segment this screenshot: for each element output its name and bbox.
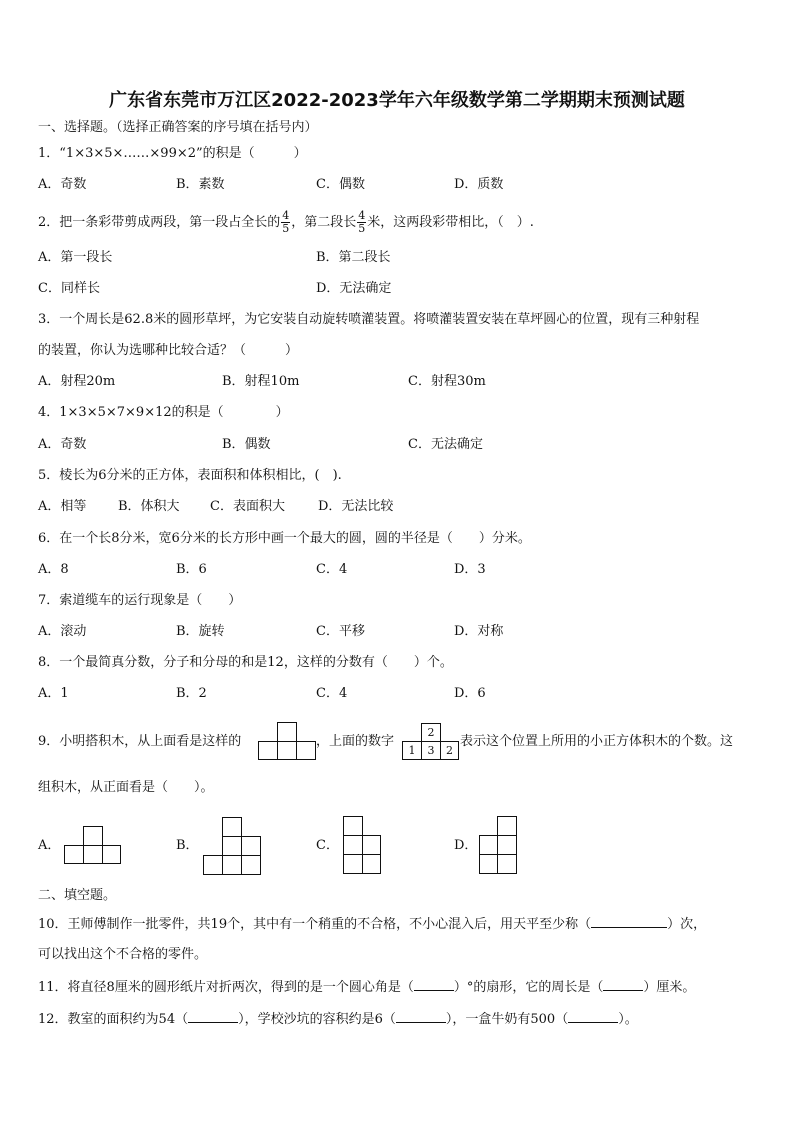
q8-option-d: D．6 xyxy=(454,686,486,701)
q1-option-b: B．素数 xyxy=(176,177,225,192)
q3-option-b: B．射程10m xyxy=(222,374,300,389)
q8-option-a: A．1 xyxy=(38,686,69,701)
question-8: 8．一个最简真分数，分子和分母的和是12，这样的分数有（ ）个。 xyxy=(38,655,453,670)
q1-option-a: A．奇数 xyxy=(38,177,87,192)
q2-text-part1: 2．把一条彩带剪成两段，第一段占全长的 xyxy=(38,215,281,230)
q1-option-d: D．质数 xyxy=(454,177,504,192)
q2-option-c: C．同样长 xyxy=(38,281,100,296)
q2-text-part2: ，第二段长 xyxy=(291,215,357,230)
q11-perimeter-blank[interactable] xyxy=(603,976,643,991)
q4-option-b: B．偶数 xyxy=(222,437,271,452)
question-5: 5．棱长为6分米的正方体，表面积和体积相比，( ). xyxy=(38,468,342,483)
question-2 xyxy=(38,210,534,235)
q6-option-c: C．4 xyxy=(316,562,348,577)
q9-number-cell: 2 xyxy=(421,723,441,742)
q9-option-a-figure xyxy=(64,826,121,864)
q7-option-b: B．旋转 xyxy=(176,624,225,639)
q6-option-b: B．6 xyxy=(176,562,207,577)
question-4: 4．1×3×5×7×9×12的积是（ ） xyxy=(38,405,289,420)
q2-text-part3: 米，这两段彩带相比，（ ）. xyxy=(367,215,534,230)
q2-fraction-2: $\frac{4}{5}$ xyxy=(358,209,366,235)
q8-option-b: B．2 xyxy=(176,686,207,701)
q3-option-a: A．射程20m xyxy=(38,374,116,389)
q9-text-line2: 组积木，从正面看是（ ）。 xyxy=(38,780,214,795)
question-1: 1．“1×3×5×……×99×2”的积是（ ） xyxy=(38,146,307,161)
q9-number-cell: 3 xyxy=(421,741,441,760)
q5-option-d: D．无法比较 xyxy=(318,499,394,514)
q6-option-d: D．3 xyxy=(454,562,486,577)
q9-text-part2: ，上面的数字 xyxy=(316,734,395,749)
q12-volume-unit-blank[interactable] xyxy=(396,1008,446,1023)
q2-fraction-1: $\frac{4}{5}$ xyxy=(282,209,290,235)
question-11: 11．将直径8厘米的圆形纸片对折两次，得到的是一个圆心角是（ ）°的扇形，它的周长是（ ）厘米。 xyxy=(38,976,695,998)
q1-option-c: C．偶数 xyxy=(316,177,365,192)
q9-top-view-figure xyxy=(258,722,316,760)
question-6: 6．在一个长8分米，宽6分米的长方形中画一个最大的圆，圆的半径是（ ）分米。 xyxy=(38,531,531,546)
q12-area-unit-blank[interactable] xyxy=(188,1008,238,1023)
q7-option-d: D．对称 xyxy=(454,624,504,639)
q3-option-c: C．射程30m xyxy=(408,374,486,389)
q7-option-a: A．滚动 xyxy=(38,624,87,639)
q5-option-c: C．表面积大 xyxy=(210,499,285,514)
q9-option-d-figure xyxy=(479,816,517,874)
q9-number-cell: 1 xyxy=(402,741,422,760)
section-heading-choice: 一、选择题。（选择正确答案的序号填在括号内） xyxy=(38,120,318,135)
q9-option-b-figure xyxy=(203,817,261,875)
q9-text-part3: 表示这个位置上所用的小正方体积木的个数。这 xyxy=(460,734,734,749)
q9-number-cell: 2 xyxy=(440,741,459,760)
question-10-line2: 可以找出这个不合格的零件。 xyxy=(38,947,208,962)
q9-option-d-label: D． xyxy=(454,838,478,853)
q2-option-b: B．第二段长 xyxy=(316,250,391,265)
question-3-line2: 的装置，你认为选哪种比较合适？（ ） xyxy=(38,343,299,358)
question-7: 7．索道缆车的运行现象是（ ） xyxy=(38,593,242,608)
q4-option-a: A．奇数 xyxy=(38,437,87,452)
question-3-line1: 3．一个周长是62.8米的圆形草坪，为它安装自动旋转喷灌装置。将喷灌装置安装在草坪圆心的位置，现有三种射程 xyxy=(38,312,700,327)
q9-option-c-figure xyxy=(343,816,381,874)
section-heading-fill: 二、填空题。 xyxy=(38,888,117,903)
q12-milk-unit-blank[interactable] xyxy=(568,1008,618,1023)
q9-number-grid xyxy=(402,723,459,760)
q2-option-a: A．第一段长 xyxy=(38,250,113,265)
q4-option-c: C．无法确定 xyxy=(408,437,483,452)
q9-option-c-label: C． xyxy=(316,838,339,853)
q11-angle-blank[interactable] xyxy=(414,976,454,991)
q2-option-d: D．无法确定 xyxy=(316,281,392,296)
q9-option-a-label: A． xyxy=(38,838,61,853)
q7-option-c: C．平移 xyxy=(316,624,365,639)
q10-answer-blank[interactable] xyxy=(591,913,667,928)
q9-option-b-label: B． xyxy=(176,838,199,853)
question-12: 12．教室的面积约为54（ ），学校沙坑的容积约是6（ ），一盒牛奶有500（ ）。 xyxy=(38,1008,638,1030)
page-title: 广东省东莞市万江区2022-2023学年六年级数学第二学期期末预测试题 xyxy=(109,90,685,111)
q5-option-b: B．体积大 xyxy=(118,499,180,514)
q8-option-c: C．4 xyxy=(316,686,348,701)
q5-option-a: A．相等 xyxy=(38,499,87,514)
question-10: 10．王师傅制作一批零件，共19个，其中有一个稍重的不合格，不小心混入后，用天平至少称（ ）次， xyxy=(38,913,706,935)
q9-text-part1: 9．小明搭积木，从上面看是这样的 xyxy=(38,734,242,749)
q6-option-a: A．8 xyxy=(38,562,69,577)
